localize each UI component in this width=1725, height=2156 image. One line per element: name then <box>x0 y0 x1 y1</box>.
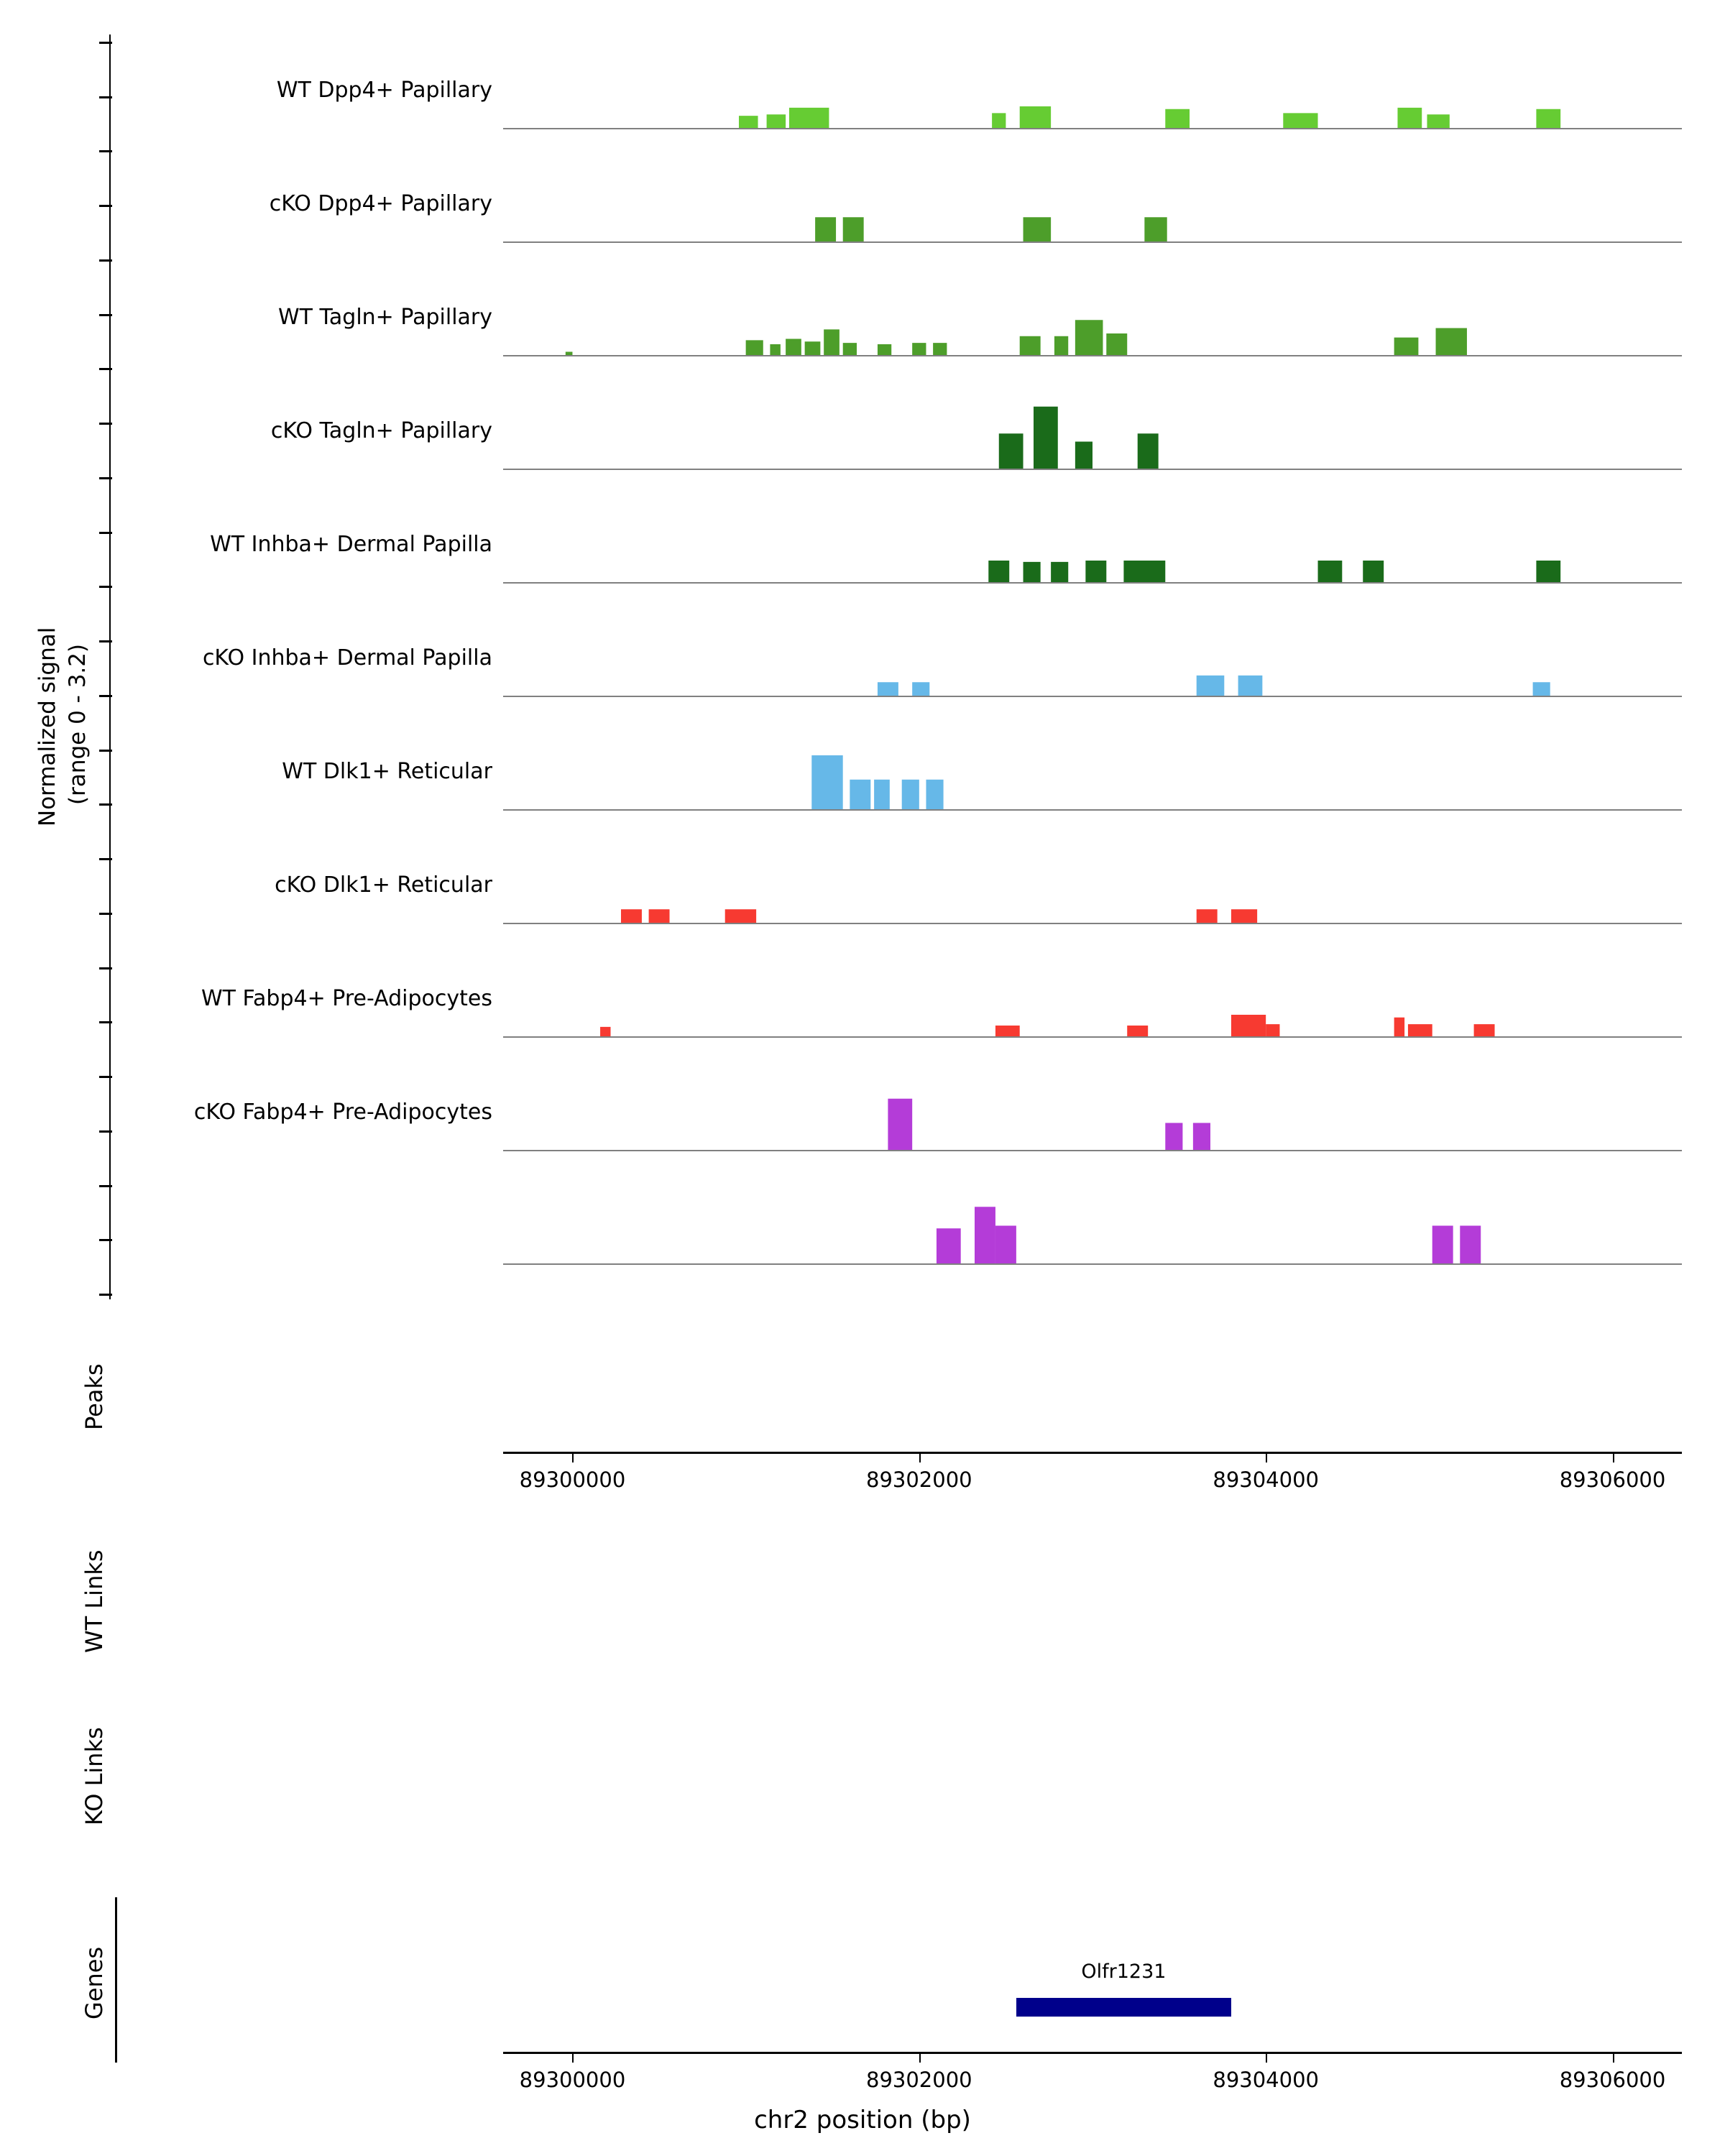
signal-peak <box>786 339 801 356</box>
signal-peak <box>999 433 1024 469</box>
signal-peak <box>621 909 642 923</box>
xaxis-upper-tick-label: 89306000 <box>1559 1468 1666 1492</box>
signal-peak <box>1533 682 1550 696</box>
track-signal <box>503 42 1682 128</box>
signal-axis-tick <box>99 967 112 969</box>
track-signal <box>503 382 1682 469</box>
xaxis-upper-tick <box>919 1454 921 1462</box>
signal-axis-tick <box>99 913 112 915</box>
signal-peak <box>1024 217 1052 241</box>
signal-peak <box>992 113 1006 128</box>
signal-axis-tick <box>99 1076 112 1078</box>
signal-peak <box>843 343 857 355</box>
track-signal <box>503 950 1682 1036</box>
signal-peak <box>1020 336 1041 355</box>
xaxis-lower-tick-label: 89302000 <box>866 2068 972 2092</box>
track-signal <box>503 1064 1682 1150</box>
signal-peak <box>1085 561 1106 582</box>
signal-peak <box>1054 336 1068 355</box>
xaxis-lower-tick-label: 89300000 <box>519 2068 626 2092</box>
signal-peak <box>1127 1026 1148 1036</box>
track-label: WT Fabp4+ Pre-Adipocytes <box>201 986 492 1011</box>
signal-peak <box>805 341 821 355</box>
signal-peak <box>649 909 670 923</box>
signal-axis-line <box>109 34 111 1299</box>
signal-peak <box>1266 1024 1279 1036</box>
signal-axis-tick <box>99 1239 112 1241</box>
signal-peak <box>770 344 780 355</box>
signal-axis-tick <box>99 858 112 860</box>
track-label: WT Inhba+ Dermal Papilla <box>210 532 492 557</box>
signal-axis-tick <box>99 1185 112 1187</box>
track-label: cKO Dlk1+ Reticular <box>275 872 492 898</box>
signal-peak <box>1397 108 1422 128</box>
signal-axis-tick <box>99 150 112 152</box>
signal-peak <box>1238 676 1263 696</box>
track-baseline <box>503 696 1682 697</box>
signal-peak <box>1460 1226 1481 1264</box>
signal-axis-tick <box>99 368 112 370</box>
signal-peak <box>1197 676 1225 696</box>
signal-peak <box>878 682 898 696</box>
xaxis-lower-tick-label: 89304000 <box>1213 2068 1319 2092</box>
signal-peak <box>1536 109 1560 128</box>
xaxis-lower-tick-label: 89306000 <box>1559 2068 1666 2092</box>
signal-peak <box>1106 333 1127 355</box>
signal-axis-tick <box>99 586 112 588</box>
signal-peak <box>1024 562 1041 582</box>
signal-peak <box>600 1027 610 1036</box>
xaxis-upper-tick <box>1266 1454 1267 1462</box>
xaxis-upper-tick <box>1613 1454 1614 1462</box>
signal-axis-tick <box>99 1294 112 1296</box>
signal-peak <box>1283 113 1317 128</box>
xaxis-upper-tick-label: 89302000 <box>866 1468 972 1492</box>
yaxis-label-line2: (range 0 - 3.2) <box>65 643 91 805</box>
xaxis-lower-line <box>503 2052 1682 2054</box>
signal-axis-tick <box>99 695 112 697</box>
signal-axis-tick <box>99 640 112 642</box>
signal-peak <box>739 116 758 128</box>
signal-peak <box>1408 1024 1432 1036</box>
signal-axis-tick <box>99 259 112 262</box>
track-label: cKO Inhba+ Dermal Papilla <box>202 645 492 671</box>
track-baseline <box>503 469 1682 470</box>
signal-peak <box>1165 109 1190 128</box>
signal-peak <box>937 1228 961 1263</box>
track-label: cKO Fabp4+ Pre-Adipocytes <box>193 1100 492 1125</box>
signal-peak <box>1231 1015 1266 1036</box>
signal-peak <box>1231 909 1257 923</box>
gene-body[interactable] <box>1016 1998 1231 2017</box>
signal-peak <box>1427 114 1449 128</box>
signal-peak <box>995 1026 1020 1036</box>
xaxis-lower-tick <box>572 2054 574 2063</box>
track-signal <box>503 496 1682 582</box>
signal-peak <box>1432 1226 1453 1264</box>
gene-name-label: Olfr1231 <box>1081 1961 1167 1983</box>
signal-peak <box>811 755 842 809</box>
signal-axis-tick <box>99 1021 112 1023</box>
signal-peak <box>1138 433 1159 469</box>
signal-axis-tick <box>99 532 112 534</box>
signal-peak <box>1536 561 1560 582</box>
track-signal <box>503 609 1682 696</box>
signal-track <box>193 1100 1682 1265</box>
section-label-wt-links: WT Links <box>80 1549 108 1653</box>
signal-peak <box>933 343 947 355</box>
signal-peak <box>1034 407 1058 469</box>
signal-peak <box>824 329 840 355</box>
signal-peak <box>1474 1024 1495 1036</box>
signal-peak <box>1165 1123 1182 1151</box>
signal-axis-tick <box>99 1130 112 1133</box>
track-baseline <box>503 355 1682 356</box>
signal-axis-tick <box>99 205 112 207</box>
track-baseline <box>503 1036 1682 1038</box>
signal-peak <box>1394 338 1419 355</box>
signal-axis-tick <box>99 314 112 316</box>
track-label: WT Tagln+ Papillary <box>278 305 492 330</box>
signal-peak <box>1363 561 1384 582</box>
signal-peak <box>1394 1018 1404 1036</box>
section-label-ko-links: KO Links <box>80 1727 108 1825</box>
signal-peak <box>1144 217 1167 241</box>
track-signal <box>503 723 1682 809</box>
track-signal <box>503 155 1682 241</box>
track-baseline <box>503 241 1682 243</box>
signal-peak <box>746 340 763 355</box>
xaxis-upper-tick <box>572 1454 574 1462</box>
signal-axis-tick <box>99 803 112 806</box>
signal-peak <box>815 217 836 241</box>
signal-peak <box>878 344 891 355</box>
signal-peak <box>888 1099 912 1150</box>
track-label: cKO Dpp4+ Papillary <box>269 191 492 216</box>
xaxis-title: chr2 position (bp) <box>754 2106 971 2134</box>
track-baseline <box>503 1263 1682 1265</box>
signal-peak <box>725 909 756 923</box>
signal-axis-tick <box>99 477 112 479</box>
signal-peak <box>874 780 890 809</box>
signal-track <box>503 43 1682 129</box>
xaxis-upper-line <box>503 1452 1682 1454</box>
track-label: WT Dpp4+ Papillary <box>276 78 492 103</box>
signal-peak <box>995 1226 1016 1264</box>
xaxis-lower-tick <box>1613 2054 1614 2063</box>
signal-peak <box>1318 561 1343 582</box>
track-baseline <box>503 923 1682 924</box>
signal-axis-tick <box>99 96 112 98</box>
signal-axis-tick <box>99 750 112 752</box>
xaxis-upper-tick-label: 89300000 <box>519 1468 626 1492</box>
signal-peak <box>789 108 829 128</box>
signal-peak <box>767 114 786 128</box>
signal-peak <box>1075 320 1103 355</box>
xaxis-upper-tick-label: 89304000 <box>1213 1468 1319 1492</box>
track-label: cKO Tagln+ Papillary <box>270 418 492 443</box>
signal-peak <box>1123 561 1165 582</box>
signal-peak <box>1193 1123 1210 1151</box>
signal-peak <box>912 343 926 355</box>
track-baseline <box>503 809 1682 811</box>
track-label: WT Dlk1+ Reticular <box>282 759 492 784</box>
signal-peak <box>850 780 870 809</box>
signal-peak <box>912 682 929 696</box>
signal-peak <box>1020 106 1051 128</box>
signal-axis-tick <box>99 423 112 425</box>
track-signal <box>503 269 1682 355</box>
track-baseline <box>503 1150 1682 1151</box>
track-signal <box>503 837 1682 923</box>
xaxis-lower-tick <box>1266 2054 1267 2063</box>
signal-axis-tick <box>99 42 112 44</box>
signal-peak <box>1075 442 1092 469</box>
section-rule-genes <box>115 1897 117 2063</box>
track-signal <box>503 1177 1682 1263</box>
yaxis-label-line1: Normalized signal <box>34 627 60 826</box>
signal-peak <box>926 780 943 809</box>
signal-peak <box>988 561 1009 582</box>
signal-peak <box>1051 562 1068 582</box>
signal-peak <box>1436 328 1467 356</box>
signal-peak <box>843 217 864 241</box>
xaxis-lower-tick <box>919 2054 921 2063</box>
signal-peak <box>975 1207 995 1263</box>
signal-peak <box>902 780 919 809</box>
section-label-genes: Genes <box>80 1946 108 2019</box>
signal-peak <box>1197 909 1218 923</box>
section-label-peaks: Peaks <box>80 1363 108 1430</box>
track-baseline <box>503 128 1682 129</box>
track-baseline <box>503 582 1682 584</box>
